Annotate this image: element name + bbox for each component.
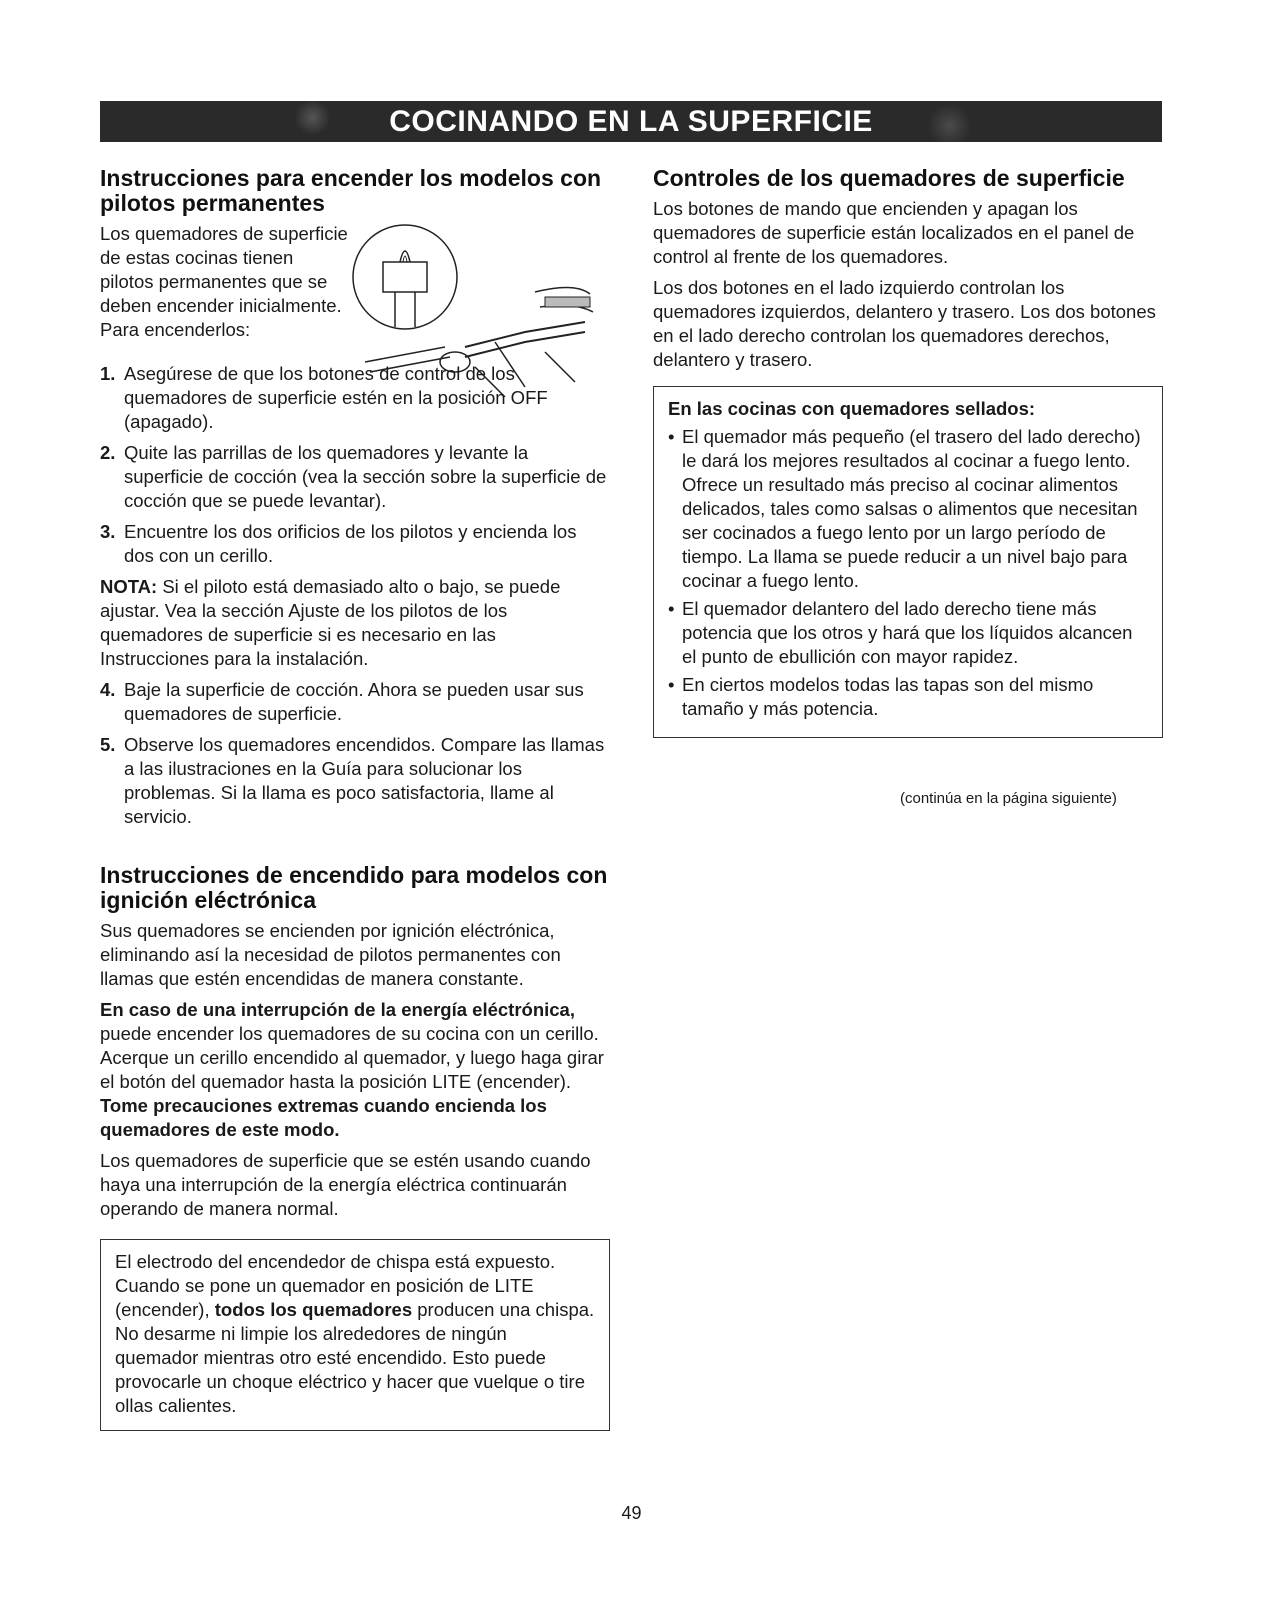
step-text: Quite las parrillas de los quemadores y levante la superficie de cocción (vea la sección sobre la superficie de cocción que se puede levantar). bbox=[124, 442, 607, 511]
step-text: Observe los quemadores encendidos. Compare las llamas a las ilustraciones en la Guía para solucionar los problemas. Si la llama es poco satisfactoria, llame al servicio. bbox=[124, 734, 605, 827]
sealed-burners-box bbox=[653, 386, 1163, 738]
section-banner bbox=[100, 101, 1162, 142]
warning-text-a: El electrodo del encendedor de chispa está expuesto. Cuando se pone un quemador en posición de LITE (encender), bbox=[115, 1251, 556, 1320]
section2-paragraph-3: Los quemadores de superficie que se estén usando cuando haya una interrupción de la energía eléctrica continuarán operando de manera normal. bbox=[100, 1150, 591, 1219]
list-item: • El quemador más pequeño (el trasero del lado derecho) le dará los mejores resultados al cocinar a fuego lento. Ofrece un resultado más preciso al cocinar alimentos delicados, tales como salsas o alimentos que necesitan ser cocinados a fuego lento por un largo período de tiempo. La llama se puede reducir a un nivel bajo para cocinar a fuego lento. bbox=[668, 425, 1148, 593]
step-number: 1. bbox=[100, 363, 116, 384]
controls-paragraph-2: Los dos botones en el lado izquierdo controlan los quemadores izquierdos, delantero y trasero. Los dos botones en el lado derecho controlan los quemadores derechos, delantero y trasero. bbox=[653, 277, 1156, 370]
step-2 bbox=[100, 441, 610, 513]
controls-paragraph-1: Los botones de mando que encienden y apagan los quemadores de superficie están localizados en el panel de control al frente de los quemadores. bbox=[653, 198, 1135, 267]
warning-box bbox=[100, 1239, 610, 1431]
power-outage-bold: En caso de una interrupción de la energía eléctrónica, bbox=[100, 999, 575, 1020]
step-1 bbox=[100, 362, 610, 434]
banner-title: COCINANDO EN LA SUPERFICIE bbox=[389, 104, 873, 138]
steps-list-2 bbox=[100, 678, 610, 829]
continued-note: (continúa en la página siguiente) bbox=[900, 790, 1117, 807]
step-5 bbox=[100, 733, 610, 829]
note-paragraph bbox=[100, 575, 610, 671]
precaution-bold: Tome precauciones extremas cuando encienda los quemadores de este modo. bbox=[100, 1095, 547, 1140]
sealed-burners-list bbox=[668, 425, 1148, 721]
steps-list-1 bbox=[100, 362, 610, 568]
left-column bbox=[100, 166, 610, 1431]
section1-intro: Los quemadores de superficie de estas cocinas tienen pilotos permanentes que se deben encender inicialmente. Para encenderlos: bbox=[100, 223, 348, 340]
section2-paragraph-2 bbox=[100, 998, 610, 1142]
step-text: Baje la superficie de cocción. Ahora se pueden usar sus quemadores de superficie. bbox=[124, 679, 584, 724]
power-outage-text: puede encender los quemadores de su cocina con un cerillo. Acerque un cerillo encendido al quemador, y luego haga girar el botón del quemador hasta la posición LITE (encender). bbox=[100, 1023, 604, 1092]
list-item: • En ciertos modelos todas las tapas son del mismo tamaño y más potencia. bbox=[668, 673, 1148, 721]
step-4 bbox=[100, 678, 610, 726]
note-text: Si el piloto está demasiado alto o bajo, se puede ajustar. Vea la sección Ajuste de los pilotos de los quemadores de superficie si es necesario en las Instrucciones para la instalación. bbox=[100, 576, 561, 669]
section1-heading: Instrucciones para encender los modelos con pilotos permanentes bbox=[100, 165, 602, 216]
warning-bold: todos los quemadores bbox=[214, 1299, 413, 1320]
right-column bbox=[653, 166, 1163, 738]
note-label: NOTA: bbox=[100, 576, 158, 597]
step-number: 4. bbox=[100, 679, 116, 700]
list-item: • El quemador delantero del lado derecho tiene más potencia que los otros y hará que los líquidos alcancen el punto de ebullición con mayor rapidez. bbox=[668, 597, 1148, 669]
step-text: Encuentre los dos orificios de los pilotos y encienda los dos con un cerillo. bbox=[124, 521, 577, 566]
page-number: 49 bbox=[621, 1503, 642, 1523]
section2-paragraph-1: Sus quemadores se encienden por ignición eléctrónica, eliminando así la necesidad de pilotos permanentes con llamas que estén encendidas de manera constante. bbox=[100, 920, 561, 989]
intro-block bbox=[100, 222, 610, 358]
step-number: 2. bbox=[100, 442, 116, 463]
section2-heading: Instrucciones de encendido para modelos con ignición eléctrónica bbox=[100, 862, 608, 913]
sealed-burners-heading: En las cocinas con quemadores sellados: bbox=[668, 398, 1036, 419]
step-number: 3. bbox=[100, 521, 116, 542]
step-text: Asegúrese de que los botones de control de los quemadores de superficie estén en la posición OFF (apagado). bbox=[124, 363, 548, 432]
step-3 bbox=[100, 520, 610, 568]
controls-heading: Controles de los quemadores de superficie bbox=[653, 165, 1125, 191]
warning-text-b: producen una chispa. No desarme ni limpie los alrededores de ningún quemador mientras otro esté encendido. Esto puede provocarle un choque eléctrico y hacer que vuelque o tire ollas calientes. bbox=[115, 1299, 595, 1416]
step-number: 5. bbox=[100, 734, 116, 755]
warning-text bbox=[115, 1250, 595, 1418]
